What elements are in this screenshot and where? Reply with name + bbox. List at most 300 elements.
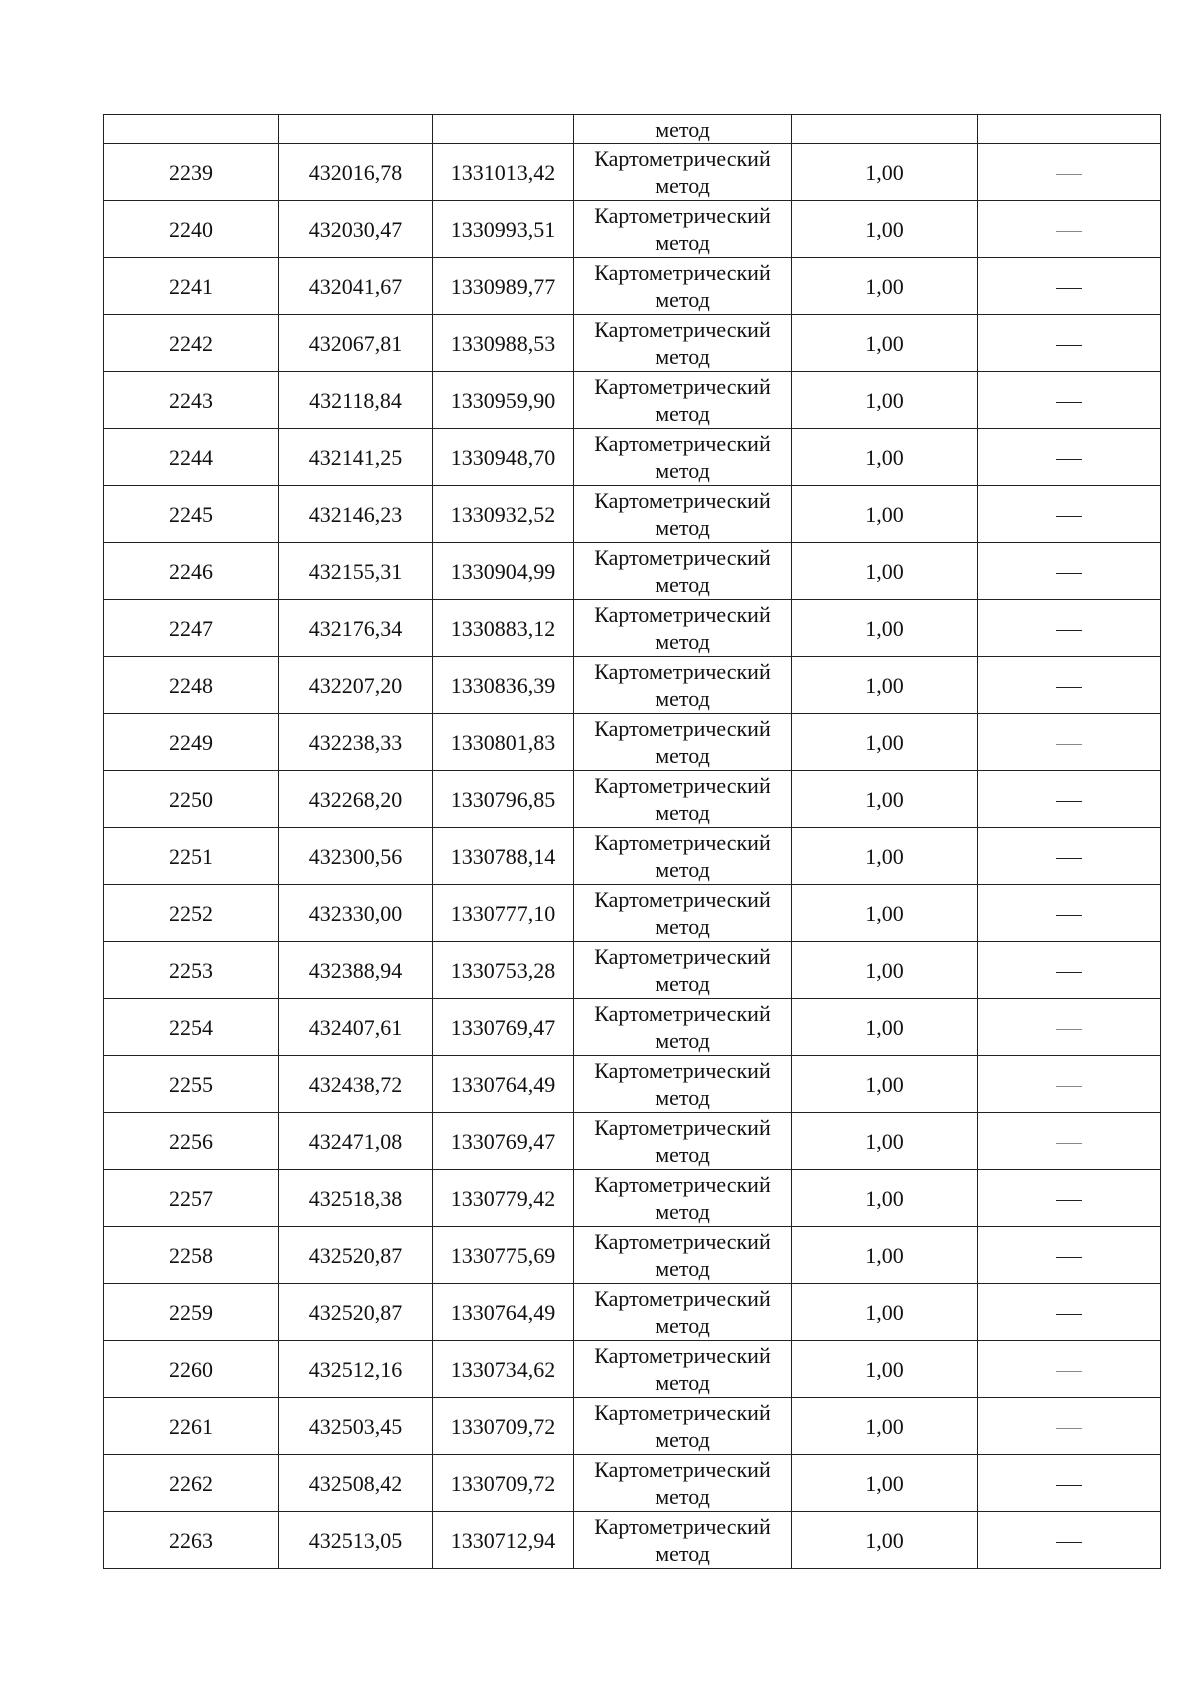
cell-point-text: 2247 (169, 615, 213, 641)
cell-method (574, 1341, 792, 1398)
cell-accuracy-text: 1,00 (865, 1242, 904, 1268)
cell-x-text: 432508,42 (308, 1470, 403, 1496)
cell-description (978, 942, 1161, 999)
table-body (104, 115, 1161, 1569)
cell-accuracy-text: 1,00 (865, 216, 904, 242)
em-dash (1056, 1029, 1082, 1030)
cell-point-text: 2244 (169, 444, 213, 470)
cell-x-text: 432268,20 (308, 786, 403, 812)
cell-accuracy (792, 1056, 978, 1113)
table-row (104, 144, 1161, 201)
cell-x-text: 432146,23 (308, 501, 403, 527)
cell-x (279, 1284, 433, 1341)
cell-method (574, 1113, 792, 1170)
cell-y (433, 429, 574, 486)
cell-y-text: 1330932,52 (450, 501, 556, 527)
em-dash (1056, 1143, 1082, 1144)
cell-x (279, 1113, 433, 1170)
table-row (104, 372, 1161, 429)
cell-y-text: 1330788,14 (450, 843, 556, 869)
cell-point-text: 2257 (169, 1185, 213, 1211)
cell-method-text: Картометрический метод (594, 1058, 771, 1110)
cell-x (279, 201, 433, 258)
em-dash (1056, 1428, 1082, 1429)
cell-point-text: 2243 (169, 387, 213, 413)
cell-point (104, 714, 279, 771)
cell-point (104, 144, 279, 201)
cell-point-text: 2250 (169, 786, 213, 812)
cell-x (279, 258, 433, 315)
cell-y (433, 942, 574, 999)
cell-description (978, 372, 1161, 429)
cell-x-text: 432041,67 (308, 273, 403, 299)
cell-method-text: Картометрический метод (594, 431, 771, 483)
cell-y-text: 1330777,10 (450, 900, 556, 926)
cell-point (104, 258, 279, 315)
cell-accuracy-text: 1,00 (865, 1527, 904, 1553)
cell-point (104, 1455, 279, 1512)
cell-point (104, 1170, 279, 1227)
cell-method-text: Картометрический метод (594, 1343, 771, 1395)
cell-method (574, 144, 792, 201)
cell-description (978, 1512, 1161, 1569)
cell-y-text: 1330988,53 (450, 330, 556, 356)
cell-description (978, 828, 1161, 885)
cell-y (433, 1170, 574, 1227)
cell-y (433, 372, 574, 429)
cell-y-text: 1330709,72 (450, 1413, 556, 1439)
cell-accuracy-text: 1,00 (865, 444, 904, 470)
em-dash (1056, 288, 1082, 289)
cell-method-text: Картометрический метод (594, 488, 771, 540)
cell-x (279, 1170, 433, 1227)
cell-method (574, 372, 792, 429)
em-dash (1056, 1257, 1082, 1258)
cell-y (433, 1341, 574, 1398)
cell-y (433, 714, 574, 771)
table-row (104, 258, 1161, 315)
cell-y (433, 828, 574, 885)
cell-y-text: 1330904,99 (450, 558, 556, 584)
cell-x-text: 432407,61 (308, 1014, 403, 1040)
cell-point (104, 486, 279, 543)
cell-method (574, 999, 792, 1056)
cell-method (574, 942, 792, 999)
cell-y-text: 1330764,49 (450, 1299, 556, 1325)
cell-x (279, 429, 433, 486)
cell-method-text: Картометрический метод (594, 374, 771, 426)
table-row (104, 1398, 1161, 1455)
em-dash (1056, 1542, 1082, 1543)
table-row (104, 1170, 1161, 1227)
table-row (104, 1455, 1161, 1512)
cell-point-text: 2241 (169, 273, 213, 299)
cell-accuracy (792, 657, 978, 714)
cell-accuracy (792, 1284, 978, 1341)
table-row (104, 600, 1161, 657)
cell-accuracy (792, 885, 978, 942)
cell-point (104, 828, 279, 885)
cell-method-text: Картометрический метод (594, 1172, 771, 1224)
cell-x (279, 115, 433, 144)
cell-y-text: 1331013,42 (450, 159, 556, 185)
cell-y-text: 1330796,85 (450, 786, 556, 812)
cell-accuracy (792, 1227, 978, 1284)
em-dash (1056, 1485, 1082, 1486)
cell-method (574, 600, 792, 657)
cell-x (279, 1056, 433, 1113)
cell-point-text: 2251 (169, 843, 213, 869)
cell-y-text: 1330769,47 (450, 1128, 556, 1154)
cell-accuracy-text: 1,00 (865, 1128, 904, 1154)
cell-y (433, 315, 574, 372)
cell-method-text: Картометрический метод (594, 830, 771, 882)
cell-y-text: 1330989,77 (450, 273, 556, 299)
cell-x-text: 432030,47 (308, 216, 403, 242)
cell-method-text: Картометрический метод (594, 545, 771, 597)
cell-x (279, 600, 433, 657)
cell-accuracy (792, 1170, 978, 1227)
cell-accuracy (792, 1455, 978, 1512)
cell-y (433, 999, 574, 1056)
cell-description (978, 1113, 1161, 1170)
cell-y (433, 1113, 574, 1170)
table-row (104, 1227, 1161, 1284)
cell-method-text: Картометрический метод (594, 1229, 771, 1281)
cell-y-text: 1330993,51 (450, 216, 556, 242)
cell-accuracy (792, 1398, 978, 1455)
cell-method-text: Картометрический метод (594, 146, 771, 198)
cell-method (574, 1170, 792, 1227)
em-dash (1056, 174, 1082, 175)
cell-accuracy-text: 1,00 (865, 1299, 904, 1325)
cell-description (978, 600, 1161, 657)
cell-x-text: 432238,33 (308, 729, 403, 755)
table-row (104, 1512, 1161, 1569)
cell-accuracy (792, 258, 978, 315)
cell-point-text: 2258 (169, 1242, 213, 1268)
cell-accuracy (792, 429, 978, 486)
cell-description (978, 1227, 1161, 1284)
cell-point-text: 2263 (169, 1527, 213, 1553)
cell-point (104, 1056, 279, 1113)
cell-point (104, 1113, 279, 1170)
cell-y (433, 771, 574, 828)
cell-y (433, 1284, 574, 1341)
cell-point (104, 429, 279, 486)
cell-accuracy-text: 1,00 (865, 1413, 904, 1439)
cell-method-text: Картометрический метод (594, 260, 771, 312)
cell-accuracy-text: 1,00 (865, 1071, 904, 1097)
cell-description (978, 999, 1161, 1056)
cell-method-text: Картометрический метод (594, 1400, 771, 1452)
table-row (104, 1341, 1161, 1398)
cell-y-text: 1330753,28 (450, 957, 556, 983)
cell-y-text: 1330948,70 (450, 444, 556, 470)
cell-method (574, 429, 792, 486)
cell-accuracy (792, 600, 978, 657)
cell-accuracy (792, 771, 978, 828)
table-row (104, 999, 1161, 1056)
cell-accuracy (792, 144, 978, 201)
cell-method (574, 1398, 792, 1455)
cell-x-text: 432503,45 (308, 1413, 403, 1439)
table-row (104, 657, 1161, 714)
cell-x-text: 432513,05 (308, 1527, 403, 1553)
cell-accuracy (792, 942, 978, 999)
cell-method (574, 1056, 792, 1113)
table-row (104, 1056, 1161, 1113)
cell-point-text: 2249 (169, 729, 213, 755)
cell-x (279, 714, 433, 771)
cell-accuracy (792, 828, 978, 885)
cell-description (978, 201, 1161, 258)
cell-y-text: 1330712,94 (450, 1527, 556, 1553)
cell-description (978, 258, 1161, 315)
cell-accuracy (792, 999, 978, 1056)
table-row (104, 942, 1161, 999)
cell-method (574, 1284, 792, 1341)
em-dash (1056, 402, 1082, 403)
cell-point (104, 372, 279, 429)
cell-method (574, 1227, 792, 1284)
cell-x-text: 432207,20 (308, 672, 403, 698)
cell-y-text: 1330836,39 (450, 672, 556, 698)
cell-y-text: 1330883,12 (450, 615, 556, 641)
cell-point (104, 999, 279, 1056)
cell-accuracy (792, 1512, 978, 1569)
table-row (104, 201, 1161, 258)
cell-description (978, 1455, 1161, 1512)
cell-description (978, 1284, 1161, 1341)
cell-point (104, 600, 279, 657)
cell-method (574, 714, 792, 771)
cell-x-text: 432300,56 (308, 843, 403, 869)
cell-y (433, 1227, 574, 1284)
em-dash (1056, 744, 1082, 745)
cell-point-text: 2240 (169, 216, 213, 242)
cell-point-text: 2239 (169, 159, 213, 185)
cell-x-text: 432512,16 (308, 1356, 403, 1382)
cell-method-text: Картометрический метод (594, 773, 771, 825)
cell-x-text: 432520,87 (308, 1242, 403, 1268)
cell-x (279, 885, 433, 942)
table-row (104, 771, 1161, 828)
cell-point-text: 2253 (169, 957, 213, 983)
cell-description (978, 885, 1161, 942)
cell-accuracy-text: 1,00 (865, 558, 904, 584)
cell-point (104, 1341, 279, 1398)
cell-method-text: Картометрический метод (594, 716, 771, 768)
cell-point-text: 2252 (169, 900, 213, 926)
cell-method (574, 486, 792, 543)
cell-accuracy-text: 1,00 (865, 387, 904, 413)
table-row (104, 885, 1161, 942)
cell-method-text: Картометрический метод (594, 1514, 771, 1566)
cell-description (978, 144, 1161, 201)
cell-x (279, 828, 433, 885)
cell-description (978, 429, 1161, 486)
cell-y-text: 1330769,47 (450, 1014, 556, 1040)
cell-method-text: Картометрический метод (594, 602, 771, 654)
cell-y (433, 1398, 574, 1455)
table-row (104, 429, 1161, 486)
cell-accuracy-text: 1,00 (865, 672, 904, 698)
cell-accuracy (792, 1341, 978, 1398)
cell-accuracy-text: 1,00 (865, 843, 904, 869)
em-dash (1056, 915, 1082, 916)
cell-method-text: Картометрический метод (594, 944, 771, 996)
cell-method-text: Картометрический метод (594, 887, 771, 939)
cell-x (279, 1398, 433, 1455)
cell-description (978, 1341, 1161, 1398)
em-dash (1056, 972, 1082, 973)
cell-point-text: 2254 (169, 1014, 213, 1040)
em-dash (1056, 1086, 1082, 1087)
cell-accuracy (792, 714, 978, 771)
cell-point-text: 2245 (169, 501, 213, 527)
cell-point (104, 315, 279, 372)
cell-accuracy (792, 1113, 978, 1170)
cell-y-text: 1330801,83 (450, 729, 556, 755)
em-dash (1056, 1371, 1082, 1372)
cell-accuracy-text: 1,00 (865, 1356, 904, 1382)
em-dash (1056, 858, 1082, 859)
cell-y (433, 1512, 574, 1569)
em-dash (1056, 516, 1082, 517)
cell-x-text: 432067,81 (308, 330, 403, 356)
cell-point (104, 1227, 279, 1284)
cell-y (433, 258, 574, 315)
em-dash (1056, 459, 1082, 460)
cell-point (104, 115, 279, 144)
cell-accuracy (792, 201, 978, 258)
cell-point (104, 1398, 279, 1455)
cell-y (433, 144, 574, 201)
cell-accuracy-text: 1,00 (865, 501, 904, 527)
em-dash (1056, 687, 1082, 688)
em-dash (1056, 801, 1082, 802)
cell-x (279, 999, 433, 1056)
table-row (104, 543, 1161, 600)
cell-x-text: 432118,84 (309, 387, 402, 413)
cell-point (104, 201, 279, 258)
cell-accuracy-text: 1,00 (865, 330, 904, 356)
cell-description (978, 1056, 1161, 1113)
cell-description (978, 486, 1161, 543)
cell-method (574, 1512, 792, 1569)
cell-point (104, 771, 279, 828)
cell-method (574, 885, 792, 942)
em-dash (1056, 573, 1082, 574)
cell-accuracy-text: 1,00 (865, 957, 904, 983)
cell-method (574, 828, 792, 885)
em-dash (1056, 630, 1082, 631)
cell-x (279, 1455, 433, 1512)
cell-accuracy (792, 115, 978, 144)
cell-x-text: 432388,94 (308, 957, 403, 983)
cell-x (279, 372, 433, 429)
cell-accuracy-text: 1,00 (865, 786, 904, 812)
cell-method-text: Картометрический метод (594, 1115, 771, 1167)
cell-description (978, 315, 1161, 372)
cell-y-text: 1330734,62 (450, 1356, 556, 1382)
cell-point-text: 2256 (169, 1128, 213, 1154)
cell-point (104, 1512, 279, 1569)
cell-method (574, 315, 792, 372)
cell-accuracy (792, 543, 978, 600)
cell-accuracy-text: 1,00 (865, 1185, 904, 1211)
cell-description (978, 115, 1161, 144)
cell-point-text: 2260 (169, 1356, 213, 1382)
cell-point (104, 942, 279, 999)
cell-method-text: Картометрический метод (594, 317, 771, 369)
cell-y-text: 1330709,72 (450, 1470, 556, 1496)
cell-accuracy-text: 1,00 (865, 1470, 904, 1496)
cell-x-text: 432155,31 (308, 558, 403, 584)
coordinates-table (103, 114, 1161, 1569)
continued-row (104, 115, 1161, 144)
cell-point (104, 1284, 279, 1341)
cell-y-text: 1330959,90 (450, 387, 556, 413)
cell-y (433, 543, 574, 600)
cell-y (433, 115, 574, 144)
cell-x-text: 432016,78 (308, 159, 403, 185)
cell-y (433, 1056, 574, 1113)
table-row (104, 486, 1161, 543)
cell-x (279, 144, 433, 201)
cell-x (279, 486, 433, 543)
cell-y (433, 201, 574, 258)
cell-y (433, 600, 574, 657)
cell-x (279, 1227, 433, 1284)
cell-point-text: 2242 (169, 330, 213, 356)
cell-y-text: 1330764,49 (450, 1071, 556, 1097)
cell-accuracy (792, 315, 978, 372)
em-dash (1056, 1314, 1082, 1315)
cell-x (279, 771, 433, 828)
cell-description (978, 714, 1161, 771)
cell-point-text: 2261 (169, 1413, 213, 1439)
cell-method (574, 657, 792, 714)
cell-accuracy (792, 486, 978, 543)
cell-accuracy-text: 1,00 (865, 1014, 904, 1040)
cell-point-text: 2246 (169, 558, 213, 584)
cell-point-text: 2262 (169, 1470, 213, 1496)
cell-x-text: 432518,38 (308, 1185, 403, 1211)
cell-method-text: Картометрический метод (594, 203, 771, 255)
cell-method (574, 201, 792, 258)
cell-point (104, 543, 279, 600)
cell-description (978, 543, 1161, 600)
cell-point (104, 657, 279, 714)
table-row (104, 1284, 1161, 1341)
cell-method (574, 258, 792, 315)
cell-accuracy-text: 1,00 (865, 159, 904, 185)
cell-x (279, 942, 433, 999)
cell-x (279, 1512, 433, 1569)
cell-y-text: 1330779,42 (450, 1185, 556, 1211)
table-row (104, 315, 1161, 372)
cell-accuracy-text: 1,00 (865, 615, 904, 641)
cell-point-text: 2248 (169, 672, 213, 698)
cell-x-text: 432141,25 (308, 444, 403, 470)
cell-x-text: 432438,72 (308, 1071, 403, 1097)
cell-y (433, 657, 574, 714)
cell-description (978, 1398, 1161, 1455)
table-row (104, 1113, 1161, 1170)
cell-accuracy-text: 1,00 (865, 729, 904, 755)
